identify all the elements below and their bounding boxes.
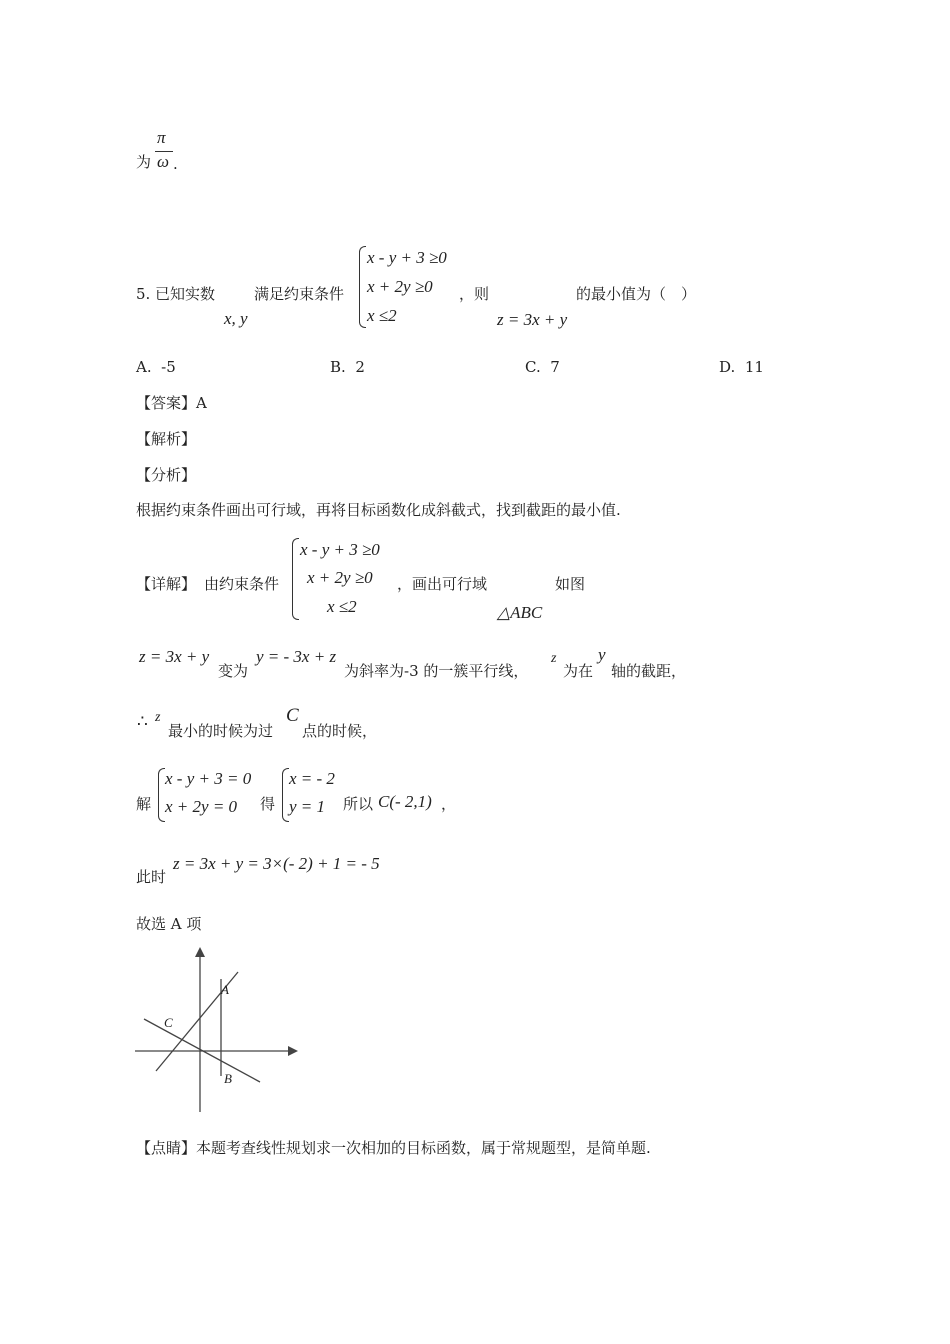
jiexi-tag: 【解析】 bbox=[136, 430, 197, 448]
line3-y: y bbox=[598, 645, 606, 664]
dianjing-text: 本题考查线性规划求一次相加的目标函数，属于常规题型，是简单题. bbox=[196, 1139, 651, 1157]
line3-text-4: 轴的截距， bbox=[611, 662, 687, 680]
top-prefix: 为 bbox=[136, 153, 152, 171]
line5-suoyi: 所以 bbox=[343, 795, 374, 813]
option-d-label: D. bbox=[719, 358, 736, 376]
q5-constraint-1: x - y + 3 ≥0 bbox=[367, 248, 447, 267]
detail-constraint-3: x ≤2 bbox=[327, 597, 357, 616]
option-b-value: 2 bbox=[355, 358, 365, 376]
line4-text-2: 点的时候， bbox=[302, 722, 378, 740]
q5-text-3: ，则 bbox=[459, 285, 490, 303]
line5-eq-1: x - y + 3 = 0 bbox=[165, 769, 252, 788]
option-d-value: 11 bbox=[744, 358, 764, 376]
q5-brace bbox=[359, 246, 366, 328]
frac-numerator: π bbox=[157, 128, 166, 147]
answer-value: A bbox=[196, 394, 207, 412]
line5-brace-1 bbox=[158, 768, 165, 822]
answer-line bbox=[136, 393, 207, 413]
detail-tag: 【详解】 bbox=[136, 575, 197, 593]
q5-text-1: 已知实数 bbox=[155, 285, 216, 303]
y-axis-arrow bbox=[195, 947, 205, 957]
answer-tag: 【答案】 bbox=[136, 394, 197, 412]
line5-point: C(- 2,1) bbox=[378, 792, 432, 811]
line4-therefore: ∴ bbox=[137, 712, 148, 731]
line5-de: 得 bbox=[260, 795, 276, 813]
line6-cishi: 此时 bbox=[136, 868, 167, 886]
q5-text-4: 的最小值为（ ） bbox=[576, 285, 697, 303]
detail-text-2: ，画出可行域 bbox=[397, 575, 488, 593]
line6-expr: z = 3x + y = 3×(- 2) + 1 = - 5 bbox=[173, 854, 380, 873]
line5-result-1: x = - 2 bbox=[289, 769, 335, 788]
choose-text: 故选 A 项 bbox=[136, 915, 202, 933]
q5-constraint-2: x + 2y ≥0 bbox=[367, 277, 433, 296]
line5-jie: 解 bbox=[136, 795, 152, 813]
detail-region: △ABC bbox=[497, 603, 543, 622]
option-a-label: A. bbox=[136, 358, 152, 376]
x-axis-arrow bbox=[288, 1046, 298, 1056]
option-b-label: B. bbox=[330, 358, 346, 376]
top-suffix: . bbox=[173, 155, 178, 173]
q5-vars: x, y bbox=[224, 309, 248, 328]
option-d bbox=[719, 357, 764, 377]
option-c bbox=[525, 357, 560, 377]
line5-result-2: y = 1 bbox=[289, 797, 326, 816]
detail-text-3: 如图 bbox=[555, 575, 586, 593]
frac-denominator: ω bbox=[157, 152, 170, 171]
fenxi-text: 根据约束条件画出可行域，再将目标函数化成斜截式，找到截距的最小值. bbox=[136, 501, 621, 519]
q5-constraint-3: x ≤2 bbox=[367, 306, 397, 325]
line4-text-1: 最小的时候为过 bbox=[168, 722, 274, 740]
option-b bbox=[330, 357, 365, 377]
detail-brace bbox=[292, 538, 299, 620]
fig-label-C: C bbox=[164, 1015, 173, 1030]
detail-constraint-2: x + 2y ≥0 bbox=[307, 568, 373, 587]
q5-number: 5. bbox=[136, 285, 151, 303]
line5-eq-2: x + 2y = 0 bbox=[165, 797, 238, 816]
line4-z: z bbox=[155, 710, 161, 725]
line5-comma: ， bbox=[441, 795, 457, 813]
dianjing-line bbox=[136, 1138, 651, 1158]
line5-brace-2 bbox=[282, 768, 289, 822]
line3-text-1: 变为 bbox=[218, 662, 249, 680]
q5-text-2: 满足约束条件 bbox=[254, 285, 345, 303]
line3-expr2: y = - 3x + z bbox=[256, 647, 337, 666]
line3-expr1: z = 3x + y bbox=[139, 647, 210, 666]
dianjing-tag: 【点睛】 bbox=[136, 1139, 197, 1157]
line3-text-2: 为斜率为-3 的一簇平行线， bbox=[344, 662, 529, 680]
line3-z: z bbox=[551, 651, 557, 666]
fig-label-A: A bbox=[221, 982, 229, 997]
option-c-label: C. bbox=[525, 358, 541, 376]
fig-label-B: B bbox=[224, 1071, 232, 1086]
option-c-value: 7 bbox=[550, 358, 560, 376]
line3-text-3: 为在 bbox=[563, 662, 594, 680]
fenxi-tag: 【分析】 bbox=[136, 466, 197, 484]
line4-C: C bbox=[286, 705, 299, 726]
feasible-region-figure bbox=[130, 945, 305, 1115]
option-a-value: -5 bbox=[161, 358, 176, 376]
detail-text-1: 由约束条件 bbox=[204, 575, 280, 593]
option-a bbox=[136, 357, 176, 377]
q5-target: z = 3x + y bbox=[497, 310, 568, 329]
detail-constraint-1: x - y + 3 ≥0 bbox=[300, 540, 380, 559]
